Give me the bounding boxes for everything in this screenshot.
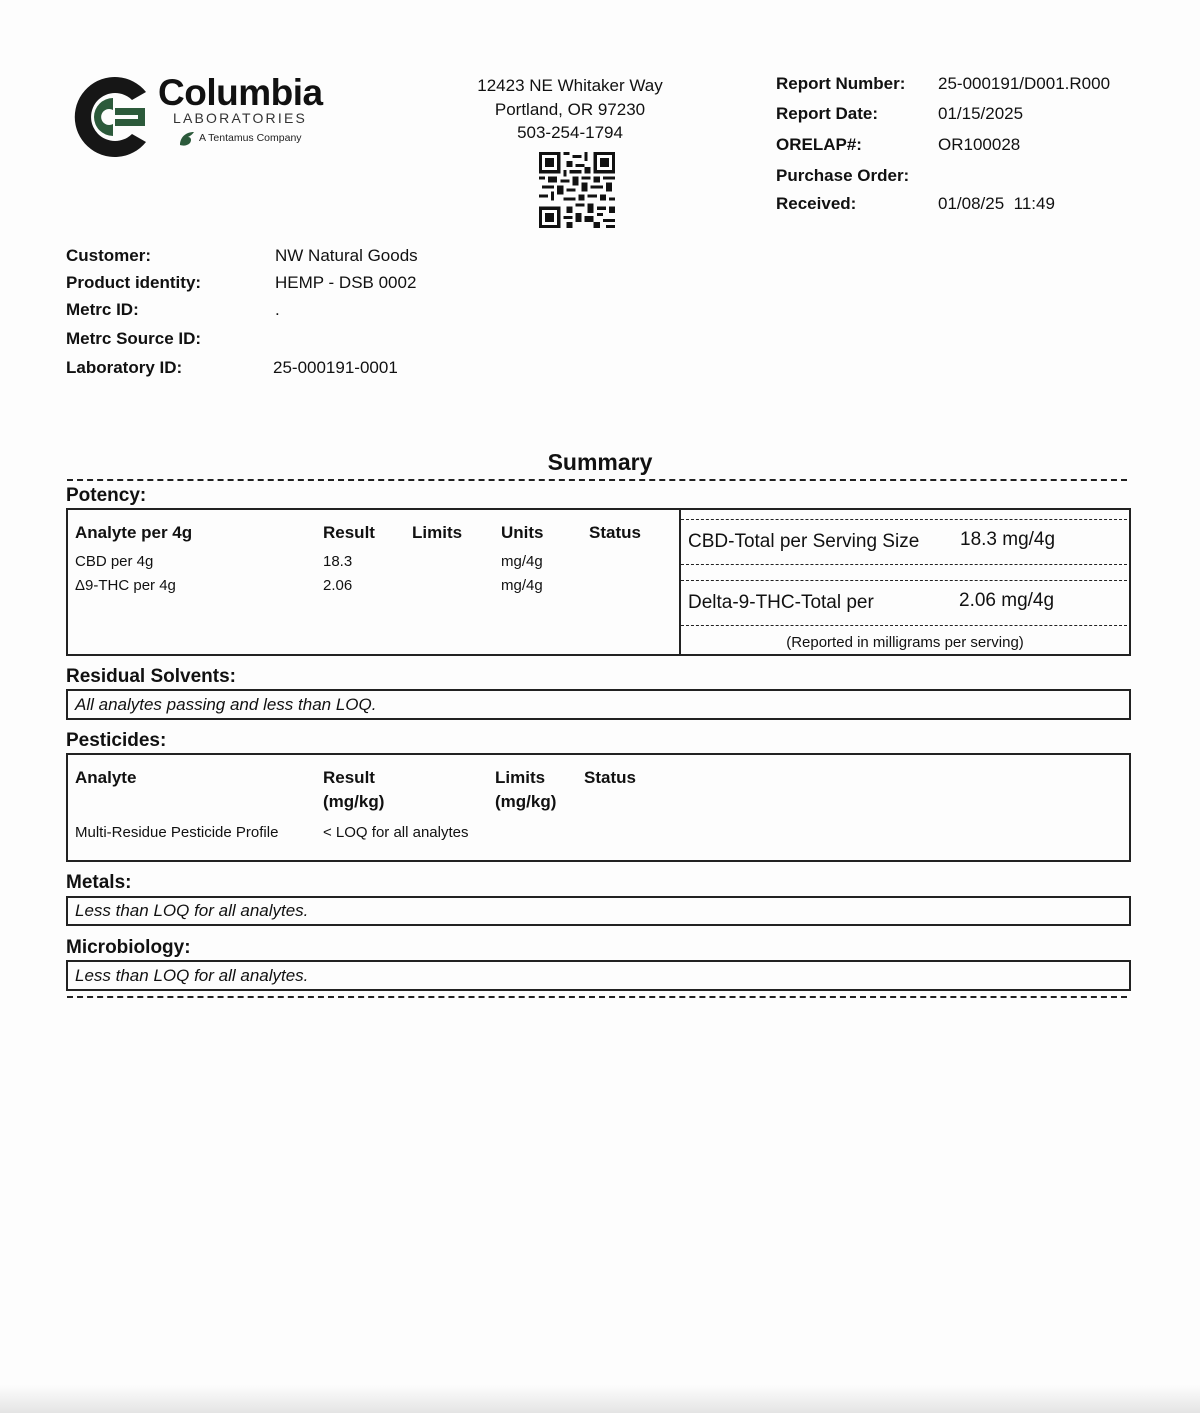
report-number-value: 25-000191/D001.R000 (938, 74, 1111, 93)
pesticides-row-result: < LOQ for all analytes (323, 824, 469, 841)
product-identity-value: HEMP - DSB 0002 (275, 273, 417, 292)
potency-row-analyte: Δ9-THC per 4g (75, 577, 176, 594)
tentamus-leaf-icon (178, 131, 196, 147)
metrc-id-label: Metrc ID: (66, 300, 139, 319)
cbd-serving-value: 18.3 mg/4g (960, 529, 1056, 550)
pesticides-header-analyte: Analyte (75, 768, 137, 787)
lab-address (440, 74, 700, 145)
summary-title: Summary (547, 449, 653, 475)
pesticides-title: Pesticides: (66, 730, 167, 751)
report-date-label: Report Date: (776, 104, 879, 123)
metals-title: Metals: (66, 872, 132, 893)
potency-header-limits: Limits (412, 523, 463, 542)
potency-row-analyte: CBD per 4g (75, 553, 154, 570)
report-date-value: 01/15/2025 (938, 104, 1024, 123)
pesticides-header-result-unit: (mg/kg) (323, 792, 385, 811)
page-bottom-edge (0, 1385, 1200, 1413)
laboratory-id-value: 25-000191-0001 (273, 358, 398, 377)
potency-row-units: mg/4g (501, 553, 543, 570)
thc-serving-label: Delta-9-THC-Total per (688, 592, 874, 613)
serving-note: (Reported in milligrams per serving) (786, 634, 1024, 651)
qr-code-icon (539, 152, 615, 228)
logo-tagline: A Tentamus Company (199, 132, 302, 144)
cbd-serving-label: CBD-Total per Serving Size (688, 531, 920, 552)
summary-bottom-divider (67, 996, 1127, 998)
laboratory-id-label: Laboratory ID: (66, 358, 183, 377)
metals-text: Less than LOQ for all analytes. (75, 901, 309, 920)
potency-row-result: 2.06 (323, 577, 353, 594)
address-line-2: Portland, OR 97230 (494, 99, 646, 119)
logo-subtitle: LABORATORIES (173, 110, 308, 126)
report-number-label: Report Number: (776, 74, 906, 93)
product-identity-label: Product identity: (66, 273, 202, 292)
potency-box-divider (679, 510, 681, 654)
customer-label: Customer: (66, 246, 152, 265)
metrc-id-value: . (275, 300, 280, 319)
serving-divider (681, 519, 1127, 520)
orelap-value: OR100028 (938, 135, 1021, 154)
customer-value: NW Natural Goods (275, 246, 418, 265)
potency-row-result: 18.3 (323, 553, 353, 570)
logo-name: Columbia (158, 72, 323, 113)
microbiology-title: Microbiology: (66, 937, 191, 958)
lab-phone: 503-254-1794 (517, 123, 623, 142)
pesticides-header-limits-unit: (mg/kg) (495, 792, 557, 811)
potency-header-units: Units (501, 523, 544, 542)
serving-divider (681, 564, 1127, 565)
serving-divider (681, 625, 1127, 626)
summary-top-divider (67, 479, 1127, 481)
thc-serving-value: 2.06 mg/4g (959, 590, 1055, 611)
logo-mark-icon (68, 72, 158, 162)
pesticides-header-limits: Limits (495, 768, 546, 787)
microbiology-text: Less than LOQ for all analytes. (75, 966, 309, 985)
pesticides-header-result: Result (323, 768, 375, 787)
residual-solvents-title: Residual Solvents: (66, 666, 236, 687)
residual-solvents-text: All analytes passing and less than LOQ. (75, 695, 377, 714)
potency-header-analyte: Analyte per 4g (75, 523, 193, 542)
orelap-label: ORELAP#: (776, 135, 862, 154)
potency-row-units: mg/4g (501, 577, 543, 594)
serving-divider (681, 580, 1127, 581)
potency-header-status: Status (589, 523, 641, 542)
potency-title: Potency: (66, 485, 147, 506)
received-value: 01/08/25 11:49 (938, 194, 1055, 213)
pesticides-header-status: Status (584, 768, 636, 787)
address-line-1: 12423 NE Whitaker Way (477, 76, 663, 95)
received-label: Received: (776, 194, 857, 213)
potency-header-result: Result (323, 523, 375, 542)
purchase-order-label: Purchase Order: (776, 166, 910, 185)
metrc-source-id-label: Metrc Source ID: (66, 329, 202, 348)
pesticides-row-analyte: Multi-Residue Pesticide Profile (75, 824, 279, 841)
